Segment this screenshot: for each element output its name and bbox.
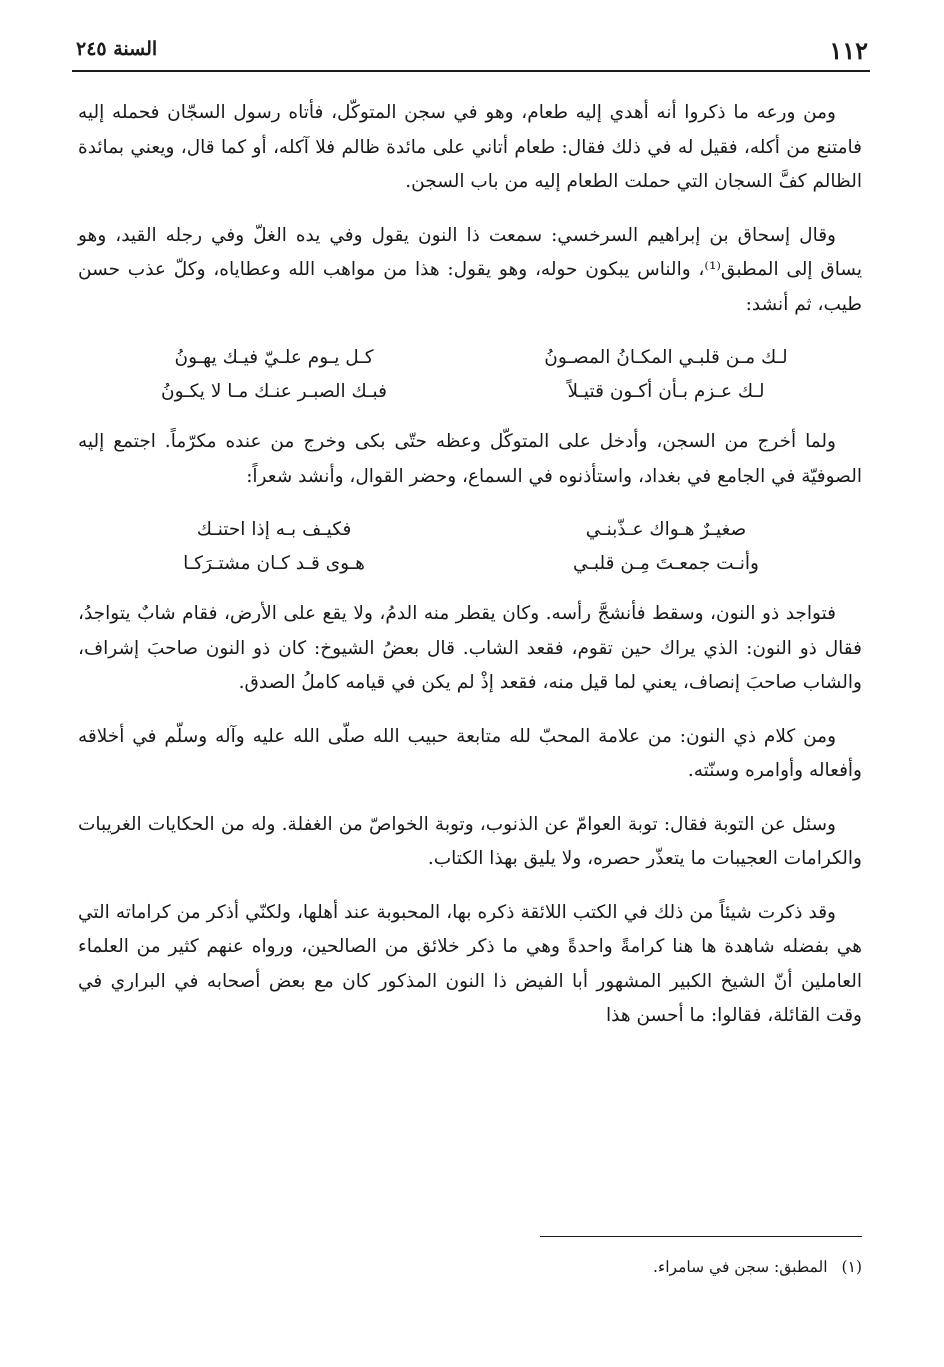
hemistich-second: فبـك الصبـر عنـك مـا لا يكـونُ bbox=[161, 381, 387, 402]
paragraph: وقال إسحاق بن إبراهيم السرخسي: سمعت ذا النون يقول وفي يده الغلّ وفي رجله القيد، وهو يساق إلى المطبق⁽¹⁾، والناس يبكون حوله، وهو يقول: هذا من مواهب الله وعطاياه، وكلّ عذب حسن طيب، ثم أنشد: bbox=[78, 224, 862, 315]
hemistich-second: فكيـف بـه إذا احتنـك bbox=[196, 519, 352, 540]
hemistich-first: وأنـت جمعـتَ مِـن قلبـي bbox=[573, 553, 759, 574]
paragraph: ومن كلام ذي النون: من علامة المحبّ لله متابعة حبيب الله صلّى الله عليه وآله وسلّم في أخلاقه وأفعاله وأوامره وسنّته. bbox=[78, 725, 862, 781]
page-number: ١١٢ bbox=[829, 36, 868, 65]
hemistich-first: لـك عـزم بـأن أكـون قتيـلاً bbox=[567, 381, 765, 402]
verse bbox=[78, 547, 862, 581]
hemistich-second: كـل يـوم علـيّ فيـك يهـونُ bbox=[174, 347, 374, 368]
paragraph: وسئل عن التوبة فقال: توبة العوامّ عن الذنوب، وتوبة الخواصّ من الغفلة. وله من الحكايات الغريبات والكرامات العجيبات ما يتعذّر حصره، ولا يليق بهذا الكتاب. bbox=[78, 813, 862, 869]
verse bbox=[78, 513, 862, 547]
running-title: السنة ٢٤٥ bbox=[76, 38, 158, 60]
paragraph: وقد ذكرت شيئاً من ذلك في الكتب اللائقة ذكره بها، المحبوبة عند أهلها، ولكنّي أذكر من كراماته التي هي بفضله شاهدة ها هنا كرامةً واحدةً وهي ما ذكر خلائق من الصالحين، ورواه عنهم كثير من العلماء العاملين أنّ الشيخ الكبير المشهور أبا الفيض ذا النون المذكور كان مع بعض أصحابه في البراري في وقت القائلة، فقالوا: ما أحسن هذا bbox=[78, 901, 862, 1026]
footnote-divider bbox=[540, 1236, 862, 1237]
page-header bbox=[72, 34, 870, 72]
verse bbox=[78, 341, 862, 375]
poem-2 bbox=[78, 513, 862, 581]
main-text bbox=[78, 96, 862, 1053]
poem-1 bbox=[78, 341, 862, 409]
footnote-number: (١) bbox=[841, 1258, 862, 1276]
paragraph: ومن ورعه ما ذكروا أنه أهدي إليه طعام، وهو في سجن المتوكّل، فأتاه رسول السجّان فحمله إليه فامتنع من أكله، فقيل له في ذلك فقال: طعام أتاني على مائدة ظالم فلا آكله، أو كما قال، ويعني بمائدة الظالم كفَّ السجان التي حملت الطعام إليه من باب السجن. bbox=[78, 102, 862, 192]
hemistich-first: لـك مـن قلبـي المكـانُ المصـونُ bbox=[544, 347, 788, 368]
paragraph: فتواجد ذو النون، وسقط فأنشجَّ رأسه. وكان يقطر منه الدمُ، ولا يقع على الأرض، فقام شابٌ يتواجدُ، فقال ذو النون: الذي يراك حين تقوم، فقعد الشاب. قال بعضُ الشيوخ: كان ذو النون صاحبَ إشراف، والشاب صاحبَ إنصاف، يعني لما قيل منه، فقعد إذْ لم يكن في قيامه كاملُ الصدق. bbox=[78, 603, 862, 693]
footnote-text: المطبق: سجن في سامراء. bbox=[653, 1258, 828, 1276]
verse bbox=[78, 375, 862, 409]
hemistich-second: هـوى قـد كـان مشتـرَكـا bbox=[183, 553, 365, 574]
footnote bbox=[653, 1258, 862, 1276]
paragraph: ولما أخرج من السجن، وأدخل على المتوكّل وعظه حتّى بكى وخرج من عنده مكرّماً. اجتمع إليه الصوفيّة في الجامع في بغداد، واستأذنوه في السماع، وحضر القوال، وأنشد شعراً: bbox=[78, 431, 862, 487]
hemistich-first: صغيـرٌ هـواك عـذّبنـي bbox=[585, 519, 747, 540]
